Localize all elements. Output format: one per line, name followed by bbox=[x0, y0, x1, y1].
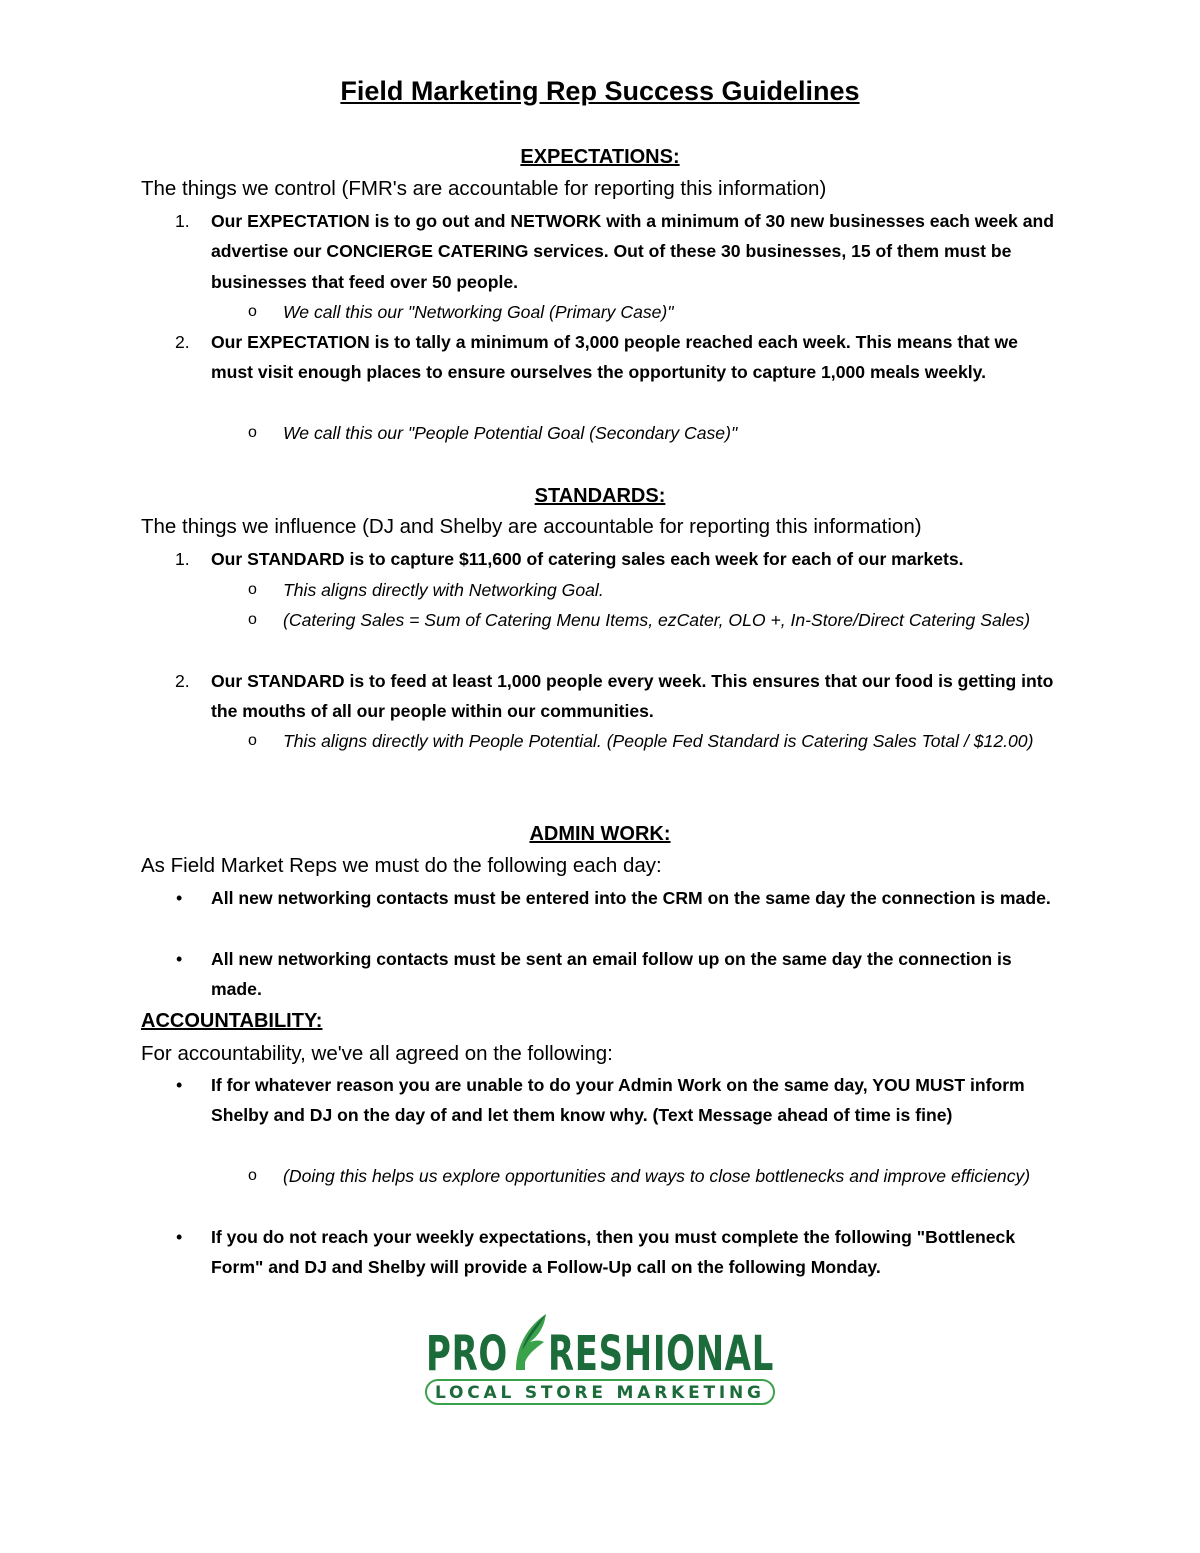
standard-item-2-note: This aligns directly with People Potential. (People Fed Standard is Catering Sales Total / $12.00) bbox=[283, 731, 1034, 751]
standard-item-1: Our STANDARD is to capture $11,600 of catering sales each week for each of our markets. bbox=[211, 549, 964, 569]
list-marker: 2. bbox=[175, 671, 190, 691]
admin-item-1: All new networking contacts must be entered into the CRM on the same day the connection is made. bbox=[211, 888, 1051, 908]
svg-text:LOCAL STORE MARKETING: LOCAL STORE MARKETING bbox=[435, 1383, 765, 1403]
standards-heading: STANDARDS: bbox=[534, 485, 666, 507]
accountability-item-1-note: (Doing this helps us explore opportunities and ways to close bottlenecks and improve efficiency) bbox=[283, 1166, 1031, 1186]
standards-intro: The things we influence (DJ and Shelby are accountable for reporting this information) bbox=[141, 515, 922, 538]
expectation-item-2: Our EXPECTATION is to tally a minimum of 3,000 people reached each week. This means that we must visit enough places to ensure ourselves the opportunity to capture 1,000 meals weekly. bbox=[211, 332, 1018, 383]
svg-text:RESHIONAL: RESHIONAL bbox=[548, 1326, 774, 1382]
standard-item-1-note-1: This aligns directly with Networking Goal. bbox=[283, 580, 604, 600]
admin-intro: As Field Market Reps we must do the following each day: bbox=[141, 854, 662, 877]
accountability-heading: ACCOUNTABILITY: bbox=[141, 1010, 323, 1032]
accountability-item-1: If for whatever reason you are unable to do your Admin Work on the same day, YOU MUST inform Shelby and DJ on the day of and let them know why. (Text Message ahead of time is fine) bbox=[211, 1075, 1025, 1126]
expectations-heading: EXPECTATIONS: bbox=[520, 146, 680, 168]
sub-marker: o bbox=[248, 611, 257, 628]
profreshional-logo-graphic bbox=[424, 1306, 778, 1408]
list-marker: 2. bbox=[175, 332, 190, 352]
expectations-intro: The things we control (FMR's are accountable for reporting this information) bbox=[141, 177, 827, 200]
company-logo bbox=[424, 1306, 778, 1413]
sub-marker: o bbox=[248, 1167, 257, 1184]
leaf-icon bbox=[516, 1314, 546, 1370]
bullet-marker: • bbox=[176, 1075, 183, 1095]
bullet-marker: • bbox=[176, 949, 183, 969]
bullet-marker: • bbox=[176, 888, 183, 908]
list-marker: 1. bbox=[175, 549, 190, 569]
standard-item-2: Our STANDARD is to feed at least 1,000 people every week. This ensures that our food is getting into the mouths of all our people within our communities. bbox=[211, 671, 1054, 722]
bullet-marker: • bbox=[176, 1227, 183, 1247]
admin-item-2: All new networking contacts must be sent an email follow up on the same day the connection is made. bbox=[211, 949, 1012, 1000]
list-marker: 1. bbox=[175, 211, 190, 231]
admin-heading: ADMIN WORK: bbox=[529, 823, 671, 845]
sub-marker: o bbox=[248, 581, 257, 598]
sub-marker: o bbox=[248, 303, 257, 320]
sub-marker: o bbox=[248, 424, 257, 441]
accountability-item-2: If you do not reach your weekly expectations, then you must complete the following "Bottleneck Form" and DJ and Shelby will provide a Follow-Up call on the following Monday. bbox=[211, 1227, 1016, 1278]
standard-item-1-note-2: (Catering Sales = Sum of Catering Menu Items, ezCater, OLO +, In-Store/Direct Catering Sales) bbox=[283, 610, 1031, 630]
expectation-item-1-note: We call this our "Networking Goal (Primary Case)" bbox=[283, 302, 674, 322]
expectation-item-1: Our EXPECTATION is to go out and NETWORK with a minimum of 30 new businesses each week and advertise our CONCIERGE CATERING services. Out of these 30 businesses, 15 of them must be businesses that feed over 50 people. bbox=[211, 211, 1054, 292]
accountability-intro: For accountability, we've all agreed on the following: bbox=[141, 1042, 613, 1065]
expectation-item-2-note: We call this our "People Potential Goal (Secondary Case)" bbox=[283, 423, 738, 443]
svg-text:PRO: PRO bbox=[426, 1326, 508, 1382]
sub-marker: o bbox=[248, 732, 257, 749]
page-title: Field Marketing Rep Success Guidelines bbox=[340, 76, 860, 106]
